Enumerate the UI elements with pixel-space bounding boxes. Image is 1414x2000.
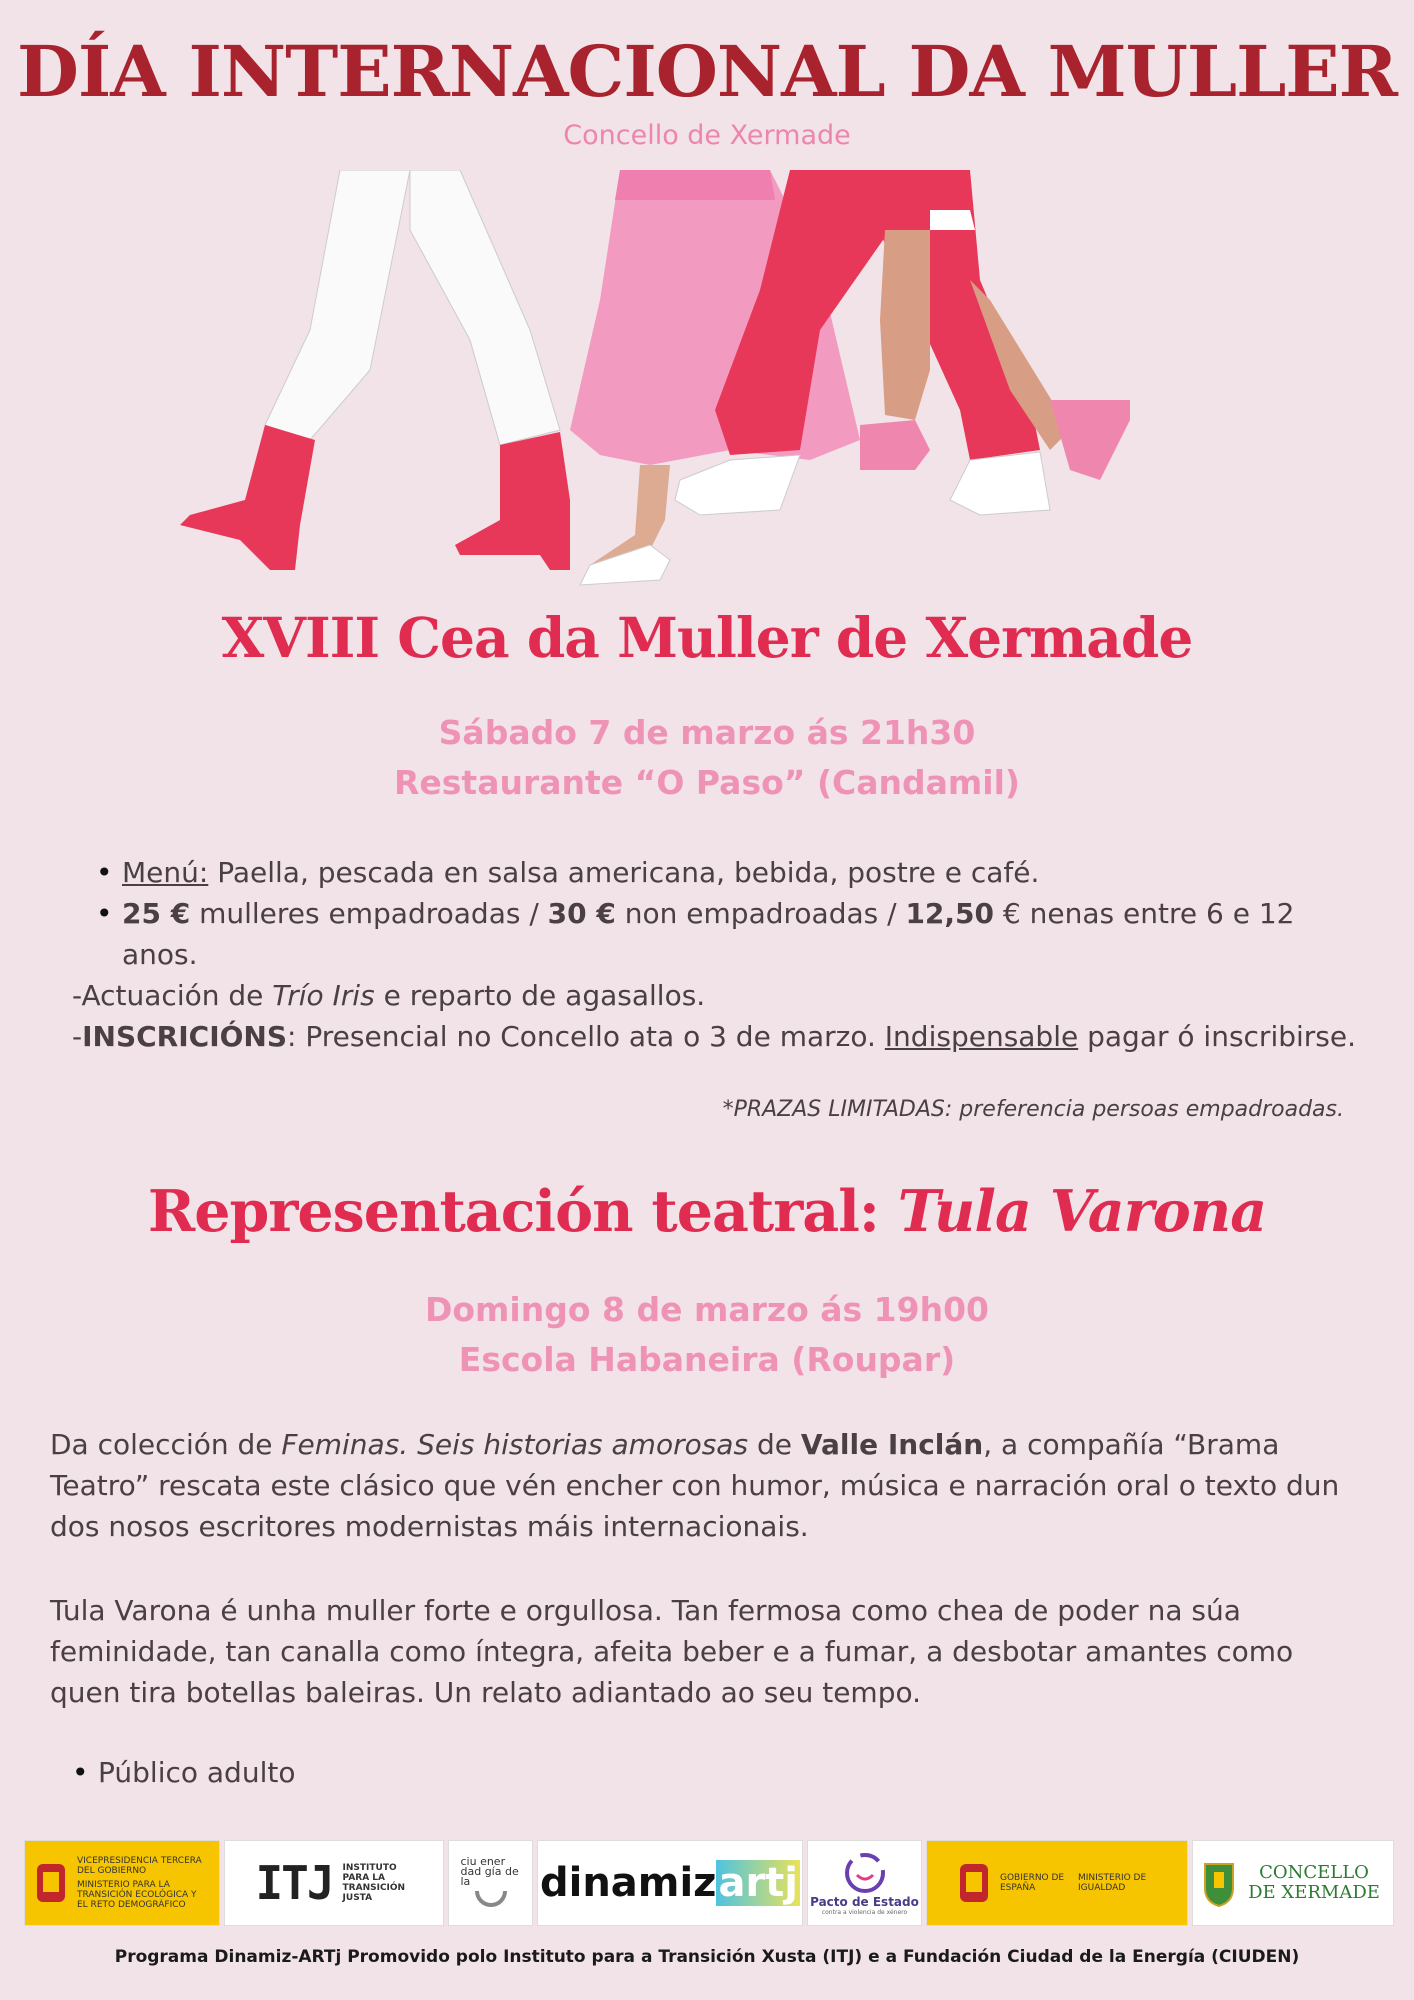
audience-item: • Público adulto	[72, 1752, 295, 1793]
cea-info	[0, 708, 1414, 808]
dinamiz-text: dinamiz	[539, 1860, 717, 1906]
artj-text: artj	[718, 1860, 799, 1906]
logo-pacto-estado	[807, 1840, 922, 1926]
inscricions-line	[72, 1016, 1362, 1057]
price-2-text: non empadroadas /	[615, 897, 906, 930]
actuacion-line	[72, 975, 1362, 1016]
ciuden-text: ciu ener dad gía de la	[460, 1855, 519, 1888]
desc-author: Valle Inclán	[800, 1428, 984, 1461]
logo-ciuden	[448, 1840, 533, 1926]
logo-dinamizartj	[537, 1840, 803, 1926]
ciuden-arc-icon	[473, 1887, 509, 1909]
teatro-title-play: Tula Varona	[897, 1178, 1267, 1245]
itj-mark: ITJ	[255, 1856, 333, 1910]
menu-text: Paella, pescada en salsa americana, bebida, postre e café.	[208, 856, 1040, 889]
teatro-description-2: Tula Varona é unha muller forte e orgullosa. Tan fermosa como chea de poder na súa feminidade, tan canalla como íntegra, afeita beber e a fumar, a desbotar amantes como quen tira botellas baleiras. Un relato adiantado ao seu tempo.	[50, 1594, 1294, 1709]
price-1-text: mulleres empadroadas /	[190, 897, 548, 930]
concello-text: CONCELLO DE XERMADE	[1248, 1862, 1380, 1903]
white-trousers-figure	[180, 170, 570, 570]
cea-date: Sábado 7 de marzo ás 21h30	[438, 713, 976, 752]
audience-list	[72, 1752, 295, 1793]
teatro-date: Domingo 8 de marzo ás 19h00	[424, 1290, 989, 1329]
insc-label: INSCRICIÓNS	[82, 1020, 288, 1053]
pacto-subtext: contra a violencia de xénero	[821, 1908, 908, 1916]
act-suffix: e reparto de agasallos.	[374, 979, 706, 1012]
act-name: Trío Iris	[272, 979, 375, 1012]
sponsor-logos-strip	[24, 1840, 1402, 1928]
pacto-text: Pacto de Estado	[810, 1894, 919, 1909]
desc-e: , a compañía “Brama Teatro” rescata este clásico que vén encher con humor, música e narración oral o texto dun dos nosos escritores modernistas máis internacionais.	[50, 1428, 1340, 1543]
teatro-info	[0, 1285, 1414, 1385]
desc-c: de	[748, 1428, 801, 1461]
insc-underline: Indispensable	[884, 1020, 1079, 1053]
igualdad-text: MINISTERIO DE IGUALDAD	[1078, 1873, 1147, 1893]
menu-label: Menú:	[122, 856, 209, 889]
insc-end: pagar ó inscribirse.	[1078, 1020, 1357, 1053]
teatro-description-1	[50, 1424, 1370, 1547]
limited-places-note: *PRAZAS LIMITADAS: preferencia persoas empadroadas.	[722, 1097, 1344, 1122]
logo-itj	[224, 1840, 444, 1926]
logo-vicepresidencia	[24, 1840, 220, 1926]
coat-of-arms-icon	[956, 1858, 992, 1908]
page-title: DÍA INTERNACIONAL DA MULLER	[16, 30, 1398, 113]
logo-concello-xermade	[1192, 1840, 1394, 1926]
gobierno-text: GOBIERNO DE ESPAÑA	[1000, 1873, 1065, 1893]
price-3: 12,50	[905, 897, 995, 930]
desc-a: Da colección de	[50, 1428, 282, 1461]
cea-place: Restaurante “O Paso” (Candamil)	[394, 763, 1020, 802]
insc-text: : Presencial no Concello ata o 3 de marzo.	[287, 1020, 885, 1053]
teatro-place: Escola Habaneira (Roupar)	[458, 1340, 956, 1379]
desc-book: Feminas. Seis historias amorosas	[281, 1428, 749, 1461]
teatro-title-prefix: Representación teatral:	[147, 1178, 898, 1245]
cea-title: XVIII Cea da Muller de Xermade	[221, 605, 1193, 670]
menu-item	[96, 852, 1346, 893]
price-3-text: € nenas entre 6 e 12 anos.	[122, 897, 1295, 971]
vice-text-a: VICEPRESIDENCIA TERCERA DEL GOBIERNO	[77, 1856, 202, 1876]
pacto-circle-icon	[843, 1851, 887, 1895]
concello-shield-icon	[1202, 1858, 1236, 1908]
act-prefix: -Actuación de	[72, 979, 273, 1012]
vice-text-b: MINISTERIO PARA LA TRANSICIÓN ECOLÓGICA Y EL RETO DEMOGRÁFICO	[77, 1880, 197, 1910]
itj-text: INSTITUTO PARA LA TRANSICIÓN JUSTA	[342, 1863, 406, 1903]
cea-extra-info	[72, 975, 1362, 1057]
coat-of-arms-icon	[33, 1858, 69, 1908]
teatro-title	[0, 1178, 1414, 1245]
price-1: 25 €	[122, 897, 191, 930]
price-item	[96, 893, 1346, 975]
price-2: 30 €	[547, 897, 616, 930]
walking-legs-illustration	[170, 170, 1250, 590]
logo-ministerio-igualdad	[926, 1840, 1188, 1926]
page-subtitle: Concello de Xermade	[563, 120, 851, 151]
footer-text: Programa Dinamiz-ARTj Promovido polo Instituto para a Transición Xusta (ITJ) e a Fundación Ciudad de la Energía (CIUDEN)	[114, 1947, 1300, 1967]
insc-prefix: -	[72, 1020, 83, 1053]
cea-details-list	[96, 852, 1346, 975]
